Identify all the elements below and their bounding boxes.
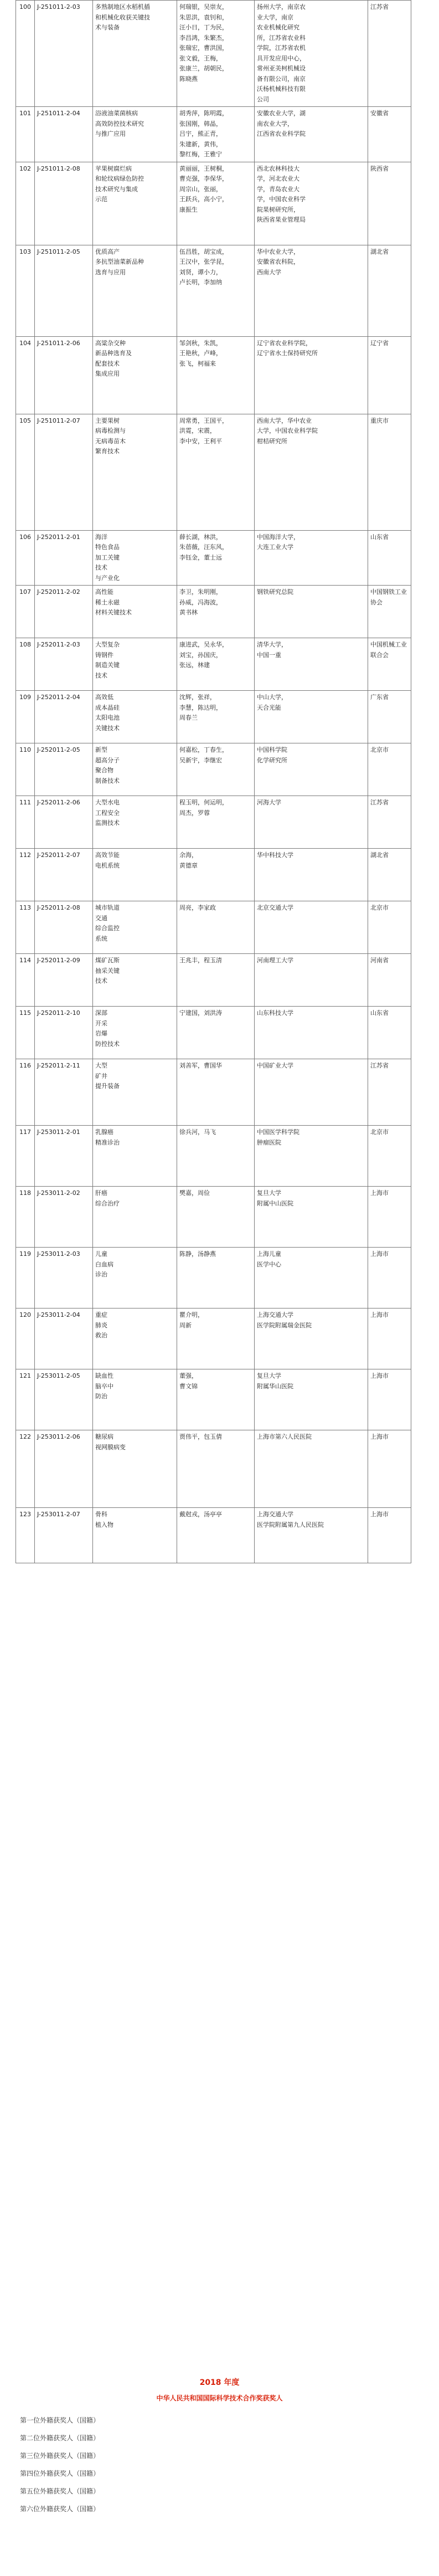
main-units: 华中农业大学， 安徽省农科院， 西南大学 [255,245,368,336]
row-number: 108 [16,638,35,691]
recommender: 重庆市 [368,414,411,530]
project-name: 优质高产 多抗型油菜新品种 选育与应用 [93,245,177,336]
project-name: 大型水电 工程安全 监测技术 [93,796,177,849]
recommender: 山东省 [368,1007,411,1059]
main-contributors: 邹剑秋，朱凯， 王艳秋，卢峰， 张飞，柯福来 [177,336,255,414]
main-contributors: 瞿介明， 周新 [177,1308,255,1369]
main-contributors: 刘善军，曹国华 [177,1059,255,1126]
main-contributors: 何瑞银，吴崇友， 朱思洪，袁钊和， 汪小日，丁为民， 李昌鸿，朱繁杰， 张瑞宏，曹洪国， 张文毅，王梅， 张康兰，胡朝民， 陈晓燕 [177,1,255,107]
main-contributors: 何嘉松，丁春生， 吴新宇，李继宏 [177,743,255,796]
table-row [16,849,411,901]
main-contributors: 程玉明，何运明， 周杰，罗蓉 [177,796,255,849]
row-number: 123 [16,1508,35,1563]
project-code: J-253011-2-03 [35,1248,93,1308]
main-contributors: 王兆丰，程玉清 [177,954,255,1007]
main-contributors: 徐兵河，马飞 [177,1126,255,1187]
main-units: 中国医学科学院 肿瘤医院 [255,1126,368,1187]
row-number: 112 [16,849,35,901]
row-number: 119 [16,1248,35,1308]
project-code: J-253011-2-07 [35,1508,93,1563]
project-code: J-252011-2-09 [35,954,93,1007]
table-row [16,954,411,1007]
project-code: J-252011-2-04 [35,691,93,743]
main-contributors: 康进武，吴永华， 刘宝，孙国庆， 张远，林建 [177,638,255,691]
project-code: J-252011-2-01 [35,530,93,586]
project-name: 大型复杂 铸钢件 制造关键 技术 [93,638,177,691]
award-title: 中华人民共和国国际科学技术合作奖获奖人 [156,2394,283,2402]
table-row [16,530,411,586]
project-code: J-253011-2-06 [35,1430,93,1508]
main-units: 中国海洋大学， 大连工业大学 [255,530,368,586]
project-name: 大型 矿井 提升装备 [93,1059,177,1126]
recommender: 上海市 [368,1308,411,1369]
table-row [16,1007,411,1059]
project-code: J-252011-2-08 [35,901,93,954]
recommender: 河南省 [368,954,411,1007]
main-units: 中山大学， 天合光能 [255,691,368,743]
main-units: 中国矿业大学 [255,1059,368,1126]
year-title: 2018 年度 [199,2378,240,2387]
project-code: J-252011-2-07 [35,849,93,901]
main-contributors: 贾伟平，包玉倩 [177,1430,255,1508]
project-code: J-251011-2-03 [35,1,93,107]
row-number: 106 [16,530,35,586]
recommender: 山东省 [368,530,411,586]
table-row [16,586,411,638]
recommender: 上海市 [368,1369,411,1430]
main-units: 北京交通大学 [255,901,368,954]
table-row [16,1508,411,1563]
row-number: 103 [16,245,35,336]
recommender: 陕西省 [368,162,411,245]
table-row [16,1059,411,1126]
project-code: J-252011-2-10 [35,1007,93,1059]
project-name: 深部 开采 岩爆 防控技术 [93,1007,177,1059]
main-units: 安徽农业大学，湖 南农业大学， 江西省农业科学院 [255,107,368,162]
main-units: 复旦大学 附属华山医院 [255,1369,368,1430]
table-row [16,107,411,162]
recommender: 中国机械工业联合会 [368,638,411,691]
project-code: J-252011-2-11 [35,1059,93,1126]
main-contributors: 沈辉，张祥， 李慧，陈达明， 周春兰 [177,691,255,743]
row-number: 100 [16,1,35,107]
project-name: 肝癌 综合治疗 [93,1187,177,1248]
recommender: 上海市 [368,1248,411,1308]
row-number: 121 [16,1369,35,1430]
project-name: 重症 肺炎 救治 [93,1308,177,1369]
main-units: 上海交通大学 医学院附属第九人民医院 [255,1508,368,1563]
recommender: 上海市 [368,1187,411,1248]
table-row [16,796,411,849]
project-name: 新型 超高分子 聚合物 制备技术 [93,743,177,796]
main-units: 上海交通大学 医学院附属瑞金医院 [255,1308,368,1369]
table-row [16,1430,411,1508]
project-name: 儿童 白血病 诊治 [93,1248,177,1308]
project-name: 高效节能 电机系统 [93,849,177,901]
main-contributors: 周常勇，王国平， 洪霓，宋震， 李中安，王利平 [177,414,255,530]
table-row [16,336,411,414]
table-row [16,245,411,336]
recommender: 江苏省 [368,796,411,849]
main-contributors: 戴尅戎，汤亭亭 [177,1508,255,1563]
row-number: 113 [16,901,35,954]
main-units: 西南大学，华中农业 大学，中国农业科学院 柑桔研究所 [255,414,368,530]
main-contributors: 黄丽丽，王树桐， 曹克强，李保华， 周宗山，张丽， 王跃兵，高小宁， 康振生 [177,162,255,245]
project-code: J-252011-2-03 [35,638,93,691]
project-name: 骨科 植入物 [93,1508,177,1563]
project-code: J-253011-2-02 [35,1187,93,1248]
row-number: 115 [16,1007,35,1059]
winner-name: 第二位外籍获奖人（国籍） [20,2434,100,2442]
main-contributors: 余海， 黄德章 [177,849,255,901]
recommender: 湖北省 [368,245,411,336]
main-contributors: 伍昌胜，胡宝成， 王汉中，张学昆， 刘贤，谭小力， 卢长明，李加纳 [177,245,255,336]
recommender: 辽宁省 [368,336,411,414]
row-number: 110 [16,743,35,796]
recommender: 北京市 [368,743,411,796]
main-units: 上海市第六人民医院 [255,1430,368,1508]
project-code: J-251011-2-04 [35,107,93,162]
table-row [16,743,411,796]
row-number: 111 [16,796,35,849]
project-name: 海洋 特色食品 加工关键 技术 与产业化 [93,530,177,586]
project-code: J-251011-2-08 [35,162,93,245]
table-row [16,691,411,743]
project-code: J-252011-2-06 [35,796,93,849]
recommender: 北京市 [368,1126,411,1187]
project-code: J-251011-2-06 [35,336,93,414]
main-units: 上海儿童 医学中心 [255,1248,368,1308]
table-row [16,414,411,530]
project-name: 乳腺癌 精准诊治 [93,1126,177,1187]
award-projects-table [16,0,411,1563]
project-name: 多熟制地区水稻机插 和机械化收获关键技 术与装备 [93,1,177,107]
project-name: 糖尿病 视网膜病变 [93,1430,177,1508]
table-row [16,1248,411,1308]
row-number: 120 [16,1308,35,1369]
recommender: 湖北省 [368,849,411,901]
main-contributors: 董强， 曹文锦 [177,1369,255,1430]
recommender: 江苏省 [368,1059,411,1126]
main-contributors: 李卫，朱明刚， 孙威，冯海波， 黄书林 [177,586,255,638]
row-number: 101 [16,107,35,162]
winner-name: 第六位外籍获奖人（国籍） [20,2505,100,2513]
winner-list [0,2411,439,2518]
row-number: 107 [16,586,35,638]
project-name: 高效低 成本晶硅 太阳电池 关键技术 [93,691,177,743]
winner-name: 第一位外籍获奖人（国籍） [20,2416,100,2424]
award-footer [0,2377,439,2518]
row-number: 102 [16,162,35,245]
main-units: 河海大学 [255,796,368,849]
table-row [16,1126,411,1187]
project-code: J-252011-2-05 [35,743,93,796]
main-contributors: 胡秀萍，陈明霞， 张国刚，韩晶， 吕宇，熊正青， 朱建新，黄伟， 黎红梅，王雅宁 [177,107,255,162]
project-code: J-251011-2-07 [35,414,93,530]
main-contributors: 周亮，李家政 [177,901,255,954]
row-number: 117 [16,1126,35,1187]
main-contributors: 宁建国，刘洪涛 [177,1007,255,1059]
main-units: 华中科技大学 [255,849,368,901]
row-number: 104 [16,336,35,414]
recommender: 江苏省 [368,1,411,107]
main-units: 复旦大学 附属中山医院 [255,1187,368,1248]
main-units: 中国科学院 化学研究所 [255,743,368,796]
recommender: 中国钢铁工业协会 [368,586,411,638]
row-number: 114 [16,954,35,1007]
recommender: 北京市 [368,901,411,954]
project-code: J-251011-2-05 [35,245,93,336]
row-number: 109 [16,691,35,743]
project-name: 城市轨道 交通 综合监控 系统 [93,901,177,954]
project-name: 缺血性 脑卒中 防治 [93,1369,177,1430]
project-code: J-253011-2-05 [35,1369,93,1430]
project-name: 浴液油菜菌核病 高效防控技术研究 与推广应用 [93,107,177,162]
row-number: 105 [16,414,35,530]
main-contributors: 薛长湖，林洪， 朱蓓薇，汪东风， 李钰金，董士远 [177,530,255,586]
recommender: 广东省 [368,691,411,743]
row-number: 116 [16,1059,35,1126]
project-name: 苹果树腐烂病 和轮纹病绿色防控 技术研究与集成 示范 [93,162,177,245]
main-units: 钢铁研究总院 [255,586,368,638]
project-code: J-253011-2-04 [35,1308,93,1369]
main-units: 辽宁省农业科学院， 辽宁省水土保持研究所 [255,336,368,414]
table-row [16,1,411,107]
winner-name: 第五位外籍获奖人（国籍） [20,2487,100,2495]
main-contributors: 陈静，汤静燕 [177,1248,255,1308]
row-number: 122 [16,1430,35,1508]
winner-name: 第四位外籍获奖人（国籍） [20,2470,100,2477]
main-units: 河南理工大学 [255,954,368,1007]
project-name: 高粱杂交种 新品种选育及 配套技术 集成应用 [93,336,177,414]
recommender: 上海市 [368,1508,411,1563]
recommender: 上海市 [368,1430,411,1508]
project-name: 煤矿瓦斯 抽采关键 技术 [93,954,177,1007]
main-units: 清华大学， 中国一重 [255,638,368,691]
project-code: J-252011-2-02 [35,586,93,638]
project-name: 主要果树 病毒检测与 无病毒苗木 繁育技术 [93,414,177,530]
project-name: 高性能 稀土永磁 材料关键技术 [93,586,177,638]
main-units: 扬州大学，南京农 业大学，南京 农业机械化研究 所，江苏省农业科 学院，江苏省农机 具开发应用中心， 常州亚美柯机械设 备有限公司，南京 沃杨机械科技有限 公司 [255,1,368,107]
table-row [16,162,411,245]
table-row [16,1187,411,1248]
table-row [16,901,411,954]
table-row [16,1369,411,1430]
main-contributors: 樊嘉，周俭 [177,1187,255,1248]
table-row [16,1308,411,1369]
table-row [16,638,411,691]
main-units: 西北农林科技大 学，河北农业大 学，青岛农业大 学，中国农业科学 院果树研究所， 陕西省果业管理局 [255,162,368,245]
project-code: J-253011-2-01 [35,1126,93,1187]
row-number: 118 [16,1187,35,1248]
main-units: 山东科技大学 [255,1007,368,1059]
winner-name: 第三位外籍获奖人（国籍） [20,2452,100,2460]
recommender: 安徽省 [368,107,411,162]
